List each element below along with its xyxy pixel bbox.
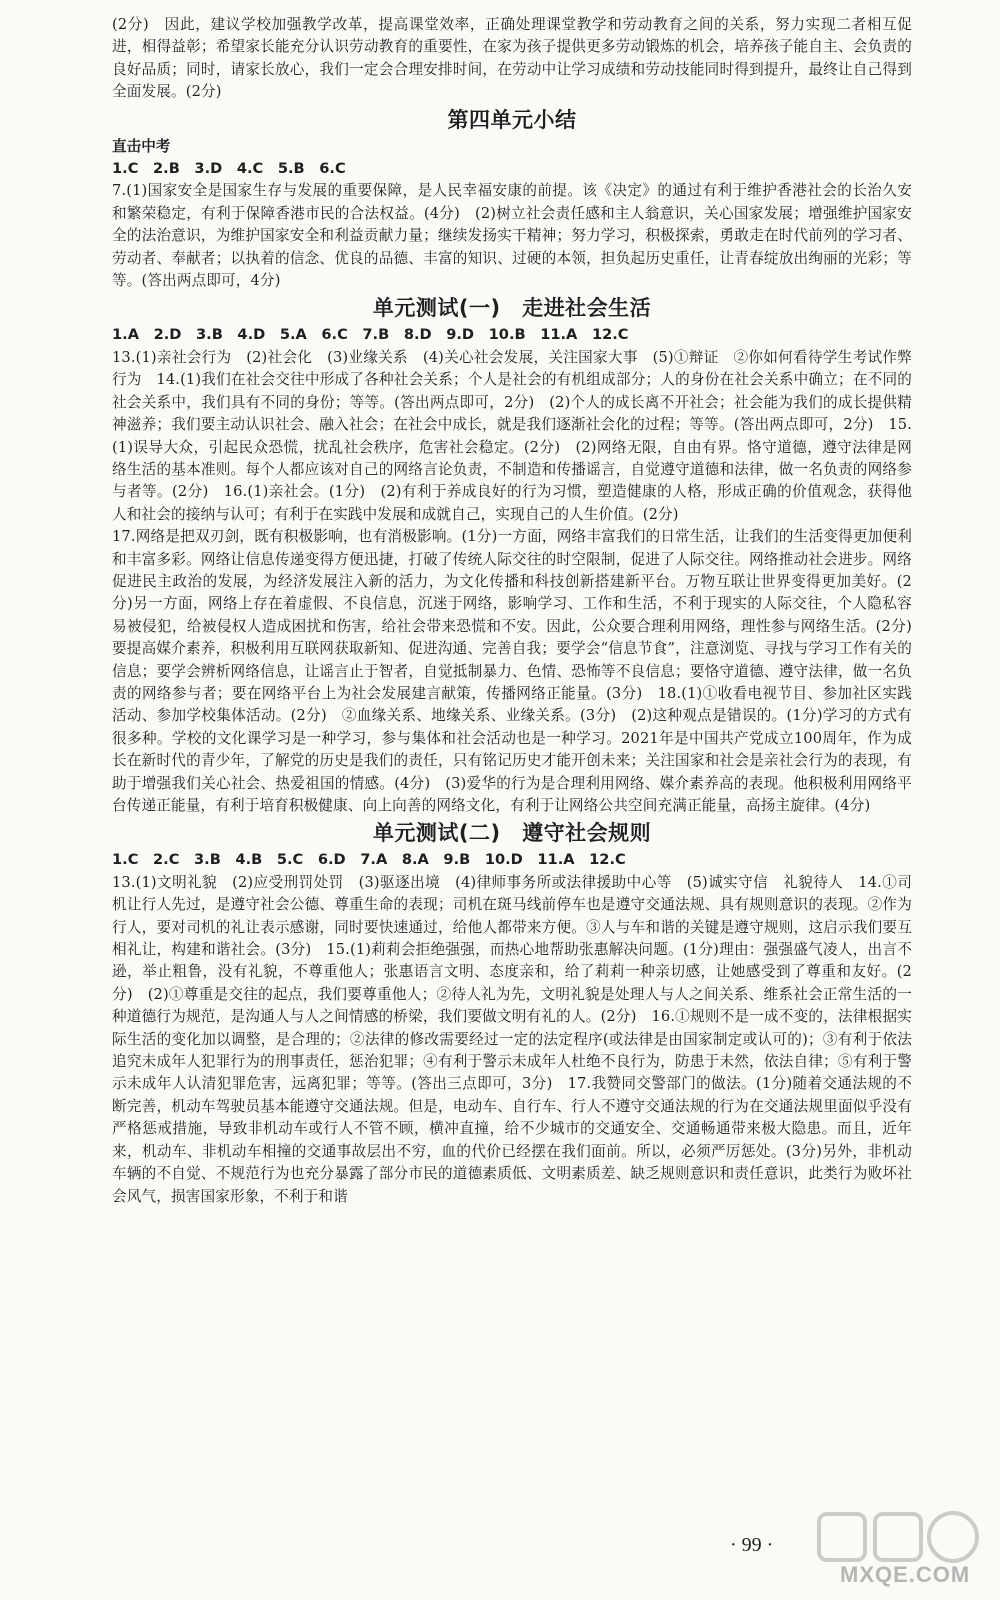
section4-subtitle: 直击中考 <box>112 137 171 155</box>
test1-title: 单元测试(一) 走进社会生活 <box>372 296 652 321</box>
test1-body2: 17.网络是把双刃剑，既有积极影响，也有消极影响。(1分)一方面，网络丰富我们的日常生活，让我们的生活变得更加便利和丰富多彩。网络让信息传递变得方便迅捷，打破了传统人际交往的时空限制，促进了人际交往。网络推动社会进步。网络促进民主政治的发展，为经济发展注入新的活力，为文化传播和科技创新搭建新平台。万物互联让世界变得更加美好。(2分)另一方面，网络上存在着虚假、不良信息，沉迷于网络，影响学习、工作和生活，不利于现实的人际交往，个人隐私容易被侵犯，给被侵权人造成困扰和伤害，给社会带来恐慌和不安。因此，公众要合理利用网络，理性参与网络生活。(2分)要提高媒介素养，积极利用互联网获取新知、促进沟通、完善自我；要学会“信息节食”，注意浏览、寻找与学习工作有关的信息；要学会辨析网络信息，让谣言止于智者，自觉抵制暴力、色情、恐怖等不良信息；要恪守道德、遵守法律，做一名负责的网络参与者；要在网络平台上为社会发展建言献策，传播网络正能量。(3分) 18.(1)①收看电视节目、参加社区实践活动、参加学校集体活动。(2分) ②血缘关系、地缘关系、业缘关系。(3分) (2)这种观点是错误的。(1分)学习的方式有很多种。学校的文化课学习是一种学习，参与集体和社会活动也是一种学习。2021年是中国共产党成立100周年，作为成长在新时代的青少年，了解党的历史是我们的责任，只有铭记历史才能开创未来；关注国家和社会是亲社会行为的表现，有助于增强我们关心社会、热爱祖国的情感。(4分) (3)爱华的行为是合理利用网络、媒介素养高的表现。他积极利用网络平台传递正能量，有利于培育积极健康、向上向善的网络文化，有利于让网络公共空间充满正能量，高扬主旋律。(4分) <box>112 528 912 814</box>
test1-body: 13.(1)亲社会行为 (2)社会化 (3)业缘关系 (4)关心社会发展，关注国家大事 (5)①辩证 ②你如何看待学生考试作弊行为 14.(1)我们在社会交往中形成了各种社会关系；个人是社会的有机组成部分；人的身份在社会关系中确立；在不同的社会关系中，我们具有不同的身份；等等。(答出两点即可，2分) (2)个人的成长离不开社会；社会能为我们的成长提供精神滋养；我们要主动认识社会、融入社会；在社会中成长，就是我们逐渐社会化的过程；等等。(答出两点即可，2分) 15.(1)误导大众，引起民众恐慌，扰乱社会秩序，危害社会稳定。(2分) (2)网络无限，自由有界。恪守道德，遵守法律是网络生活的基本准则。每个人都应该对自己的网络言论负责，不制造和传播谣言，自觉遵守道德和法律，做一名负责的网络参与者等。(2分) 16.(1)亲社会。(1分) (2)有利于养成良好的行为习惯，塑造健康的人格，形成正确的价值观念，获得他人和社会的接纳与认可；有利于在实践中发展和成就自己，实现自己的人生价值。(2分) <box>112 348 912 523</box>
page-number: · 99 · <box>730 1534 774 1556</box>
answer-page <box>112 14 912 1208</box>
section4-body: 7.(1)国家安全是国家生存与发展的重要保障，是人民幸福安康的前提。该《决定》的通过有利于维护香港社会的长治久安和繁荣稳定，有利于保障香港市民的合法权益。(4分) (2)树立社会责任感和主人翁意识，关心国家发展；增强维护国家安全的法治意识，为维护国家安全和利益贡献力量；继续发扬实干精神；努力学习，积极探索，勇敢走在时代前列的学习者、劳动者、奉献者；以执着的信念、优良的品德、丰富的知识、过硬的本领，担负起历史重任，让青春绽放出绚丽的光彩；等等。(答出两点即可，4分) <box>112 182 912 290</box>
section4-answers: 1.C 2.B 3.D 4.C 5.B 6.C <box>112 160 346 178</box>
intro-paragraph: (2分) 因此，建议学校加强教学改革，提高课堂效率，正确处理课堂教学和劳动教育之间的关系，努力实现二者相互促进，相得益彰；希望家长能充分认识劳动教育的重要性，在家为孩子提供更多劳动锻炼的机会，培养孩子能自主、会负责的良好品质；同时，请家长放心，我们一定会合理安排时间，在劳动中让学习成绩和劳动技能同时得到提升，最终让自己得到全面发展。(2分) <box>112 16 912 101</box>
section4-title: 第四单元小结 <box>447 107 577 132</box>
test2-body: 13.(1)文明礼貌 (2)应受刑罚处罚 (3)驱逐出境 (4)律师事务所或法律援助中心等 (5)诚实守信 礼貌待人 14.①司机让行人先过，是遵守社会公德、尊重生命的表现；司机在斑马线前停车也是遵守交通法规、具有规则意识的表现。②作为行人，要对司机的礼让表示感谢，同时要快速通过，给他人都带来方便。③人与车和谐的关键是遵守规则，这启示我们要互相礼让，构建和谐社会。(3分) 15.(1)莉莉会拒绝强强，而热心地帮助张惠解决问题。(1分)理由：强强盛气凌人，出言不逊，举止粗鲁，没有礼貌，不尊重他人；张惠语言文明、态度亲和，给了莉莉一种亲切感，让她感受到了尊重和友好。(2分) (2)①尊重是交往的起点，我们要尊重他人；②待人礼为先，文明礼貌是处理人与人之间关系、维系社会正常生活的一种道德行为规范，是沟通人与人之间情感的桥梁，我们要做文明有礼的人。(2分) 16.①规则不是一成不变的，法律根据实际生活的变化加以调整，是合理的；②法律的修改需要经过一定的法定程序(或法律是由国家制定或认可的)；③有利于依法追究未成年人犯罪行为的刑事责任，惩治犯罪；④有利于警示未成年人杜绝不良行为，防患于未然，依法自律；⑤有利于警示未成年人认清犯罪危害，远离犯罪；等等。(答出三点即可，3分) 17.我赞同交警部门的做法。(1分)随着交通法规的不断完善，机动车驾驶员基本能遵守交通法规。但是，电动车、自行车、行人不遵守交通法规的行为在交通法规里面似乎没有严格惩戒措施，导致非机动车或行人不管不顾，横冲直撞，给不少城市的交通安全、交通畅通带来极大隐患。而且，近年来，机动车、非机动车相撞的交通事故层出不穷，血的代价已经摆在我们面前。所以，必须严厉惩处。(3分)另外，非机动车辆的不自觉、不规范行为也充分暴露了部分市民的道德素质低、文明素质差、缺乏规则意识和责任意识，此类行为败坏社会风气，损害国家形象，不利于和谐 <box>112 873 912 1205</box>
watermark-text: MXQE.COM <box>840 1562 971 1587</box>
test2-answers: 1.C 2.C 3.B 4.B 5.C 6.D 7.A 8.A 9.B 10.D 11.A 12.C <box>112 851 626 869</box>
test1-answers: 1.A 2.D 3.B 4.D 5.A 6.C 7.B 8.D 9.D 10.B 11.A 12.C <box>112 326 629 344</box>
test2-title: 单元测试(二) 遵守社会规则 <box>372 821 652 846</box>
